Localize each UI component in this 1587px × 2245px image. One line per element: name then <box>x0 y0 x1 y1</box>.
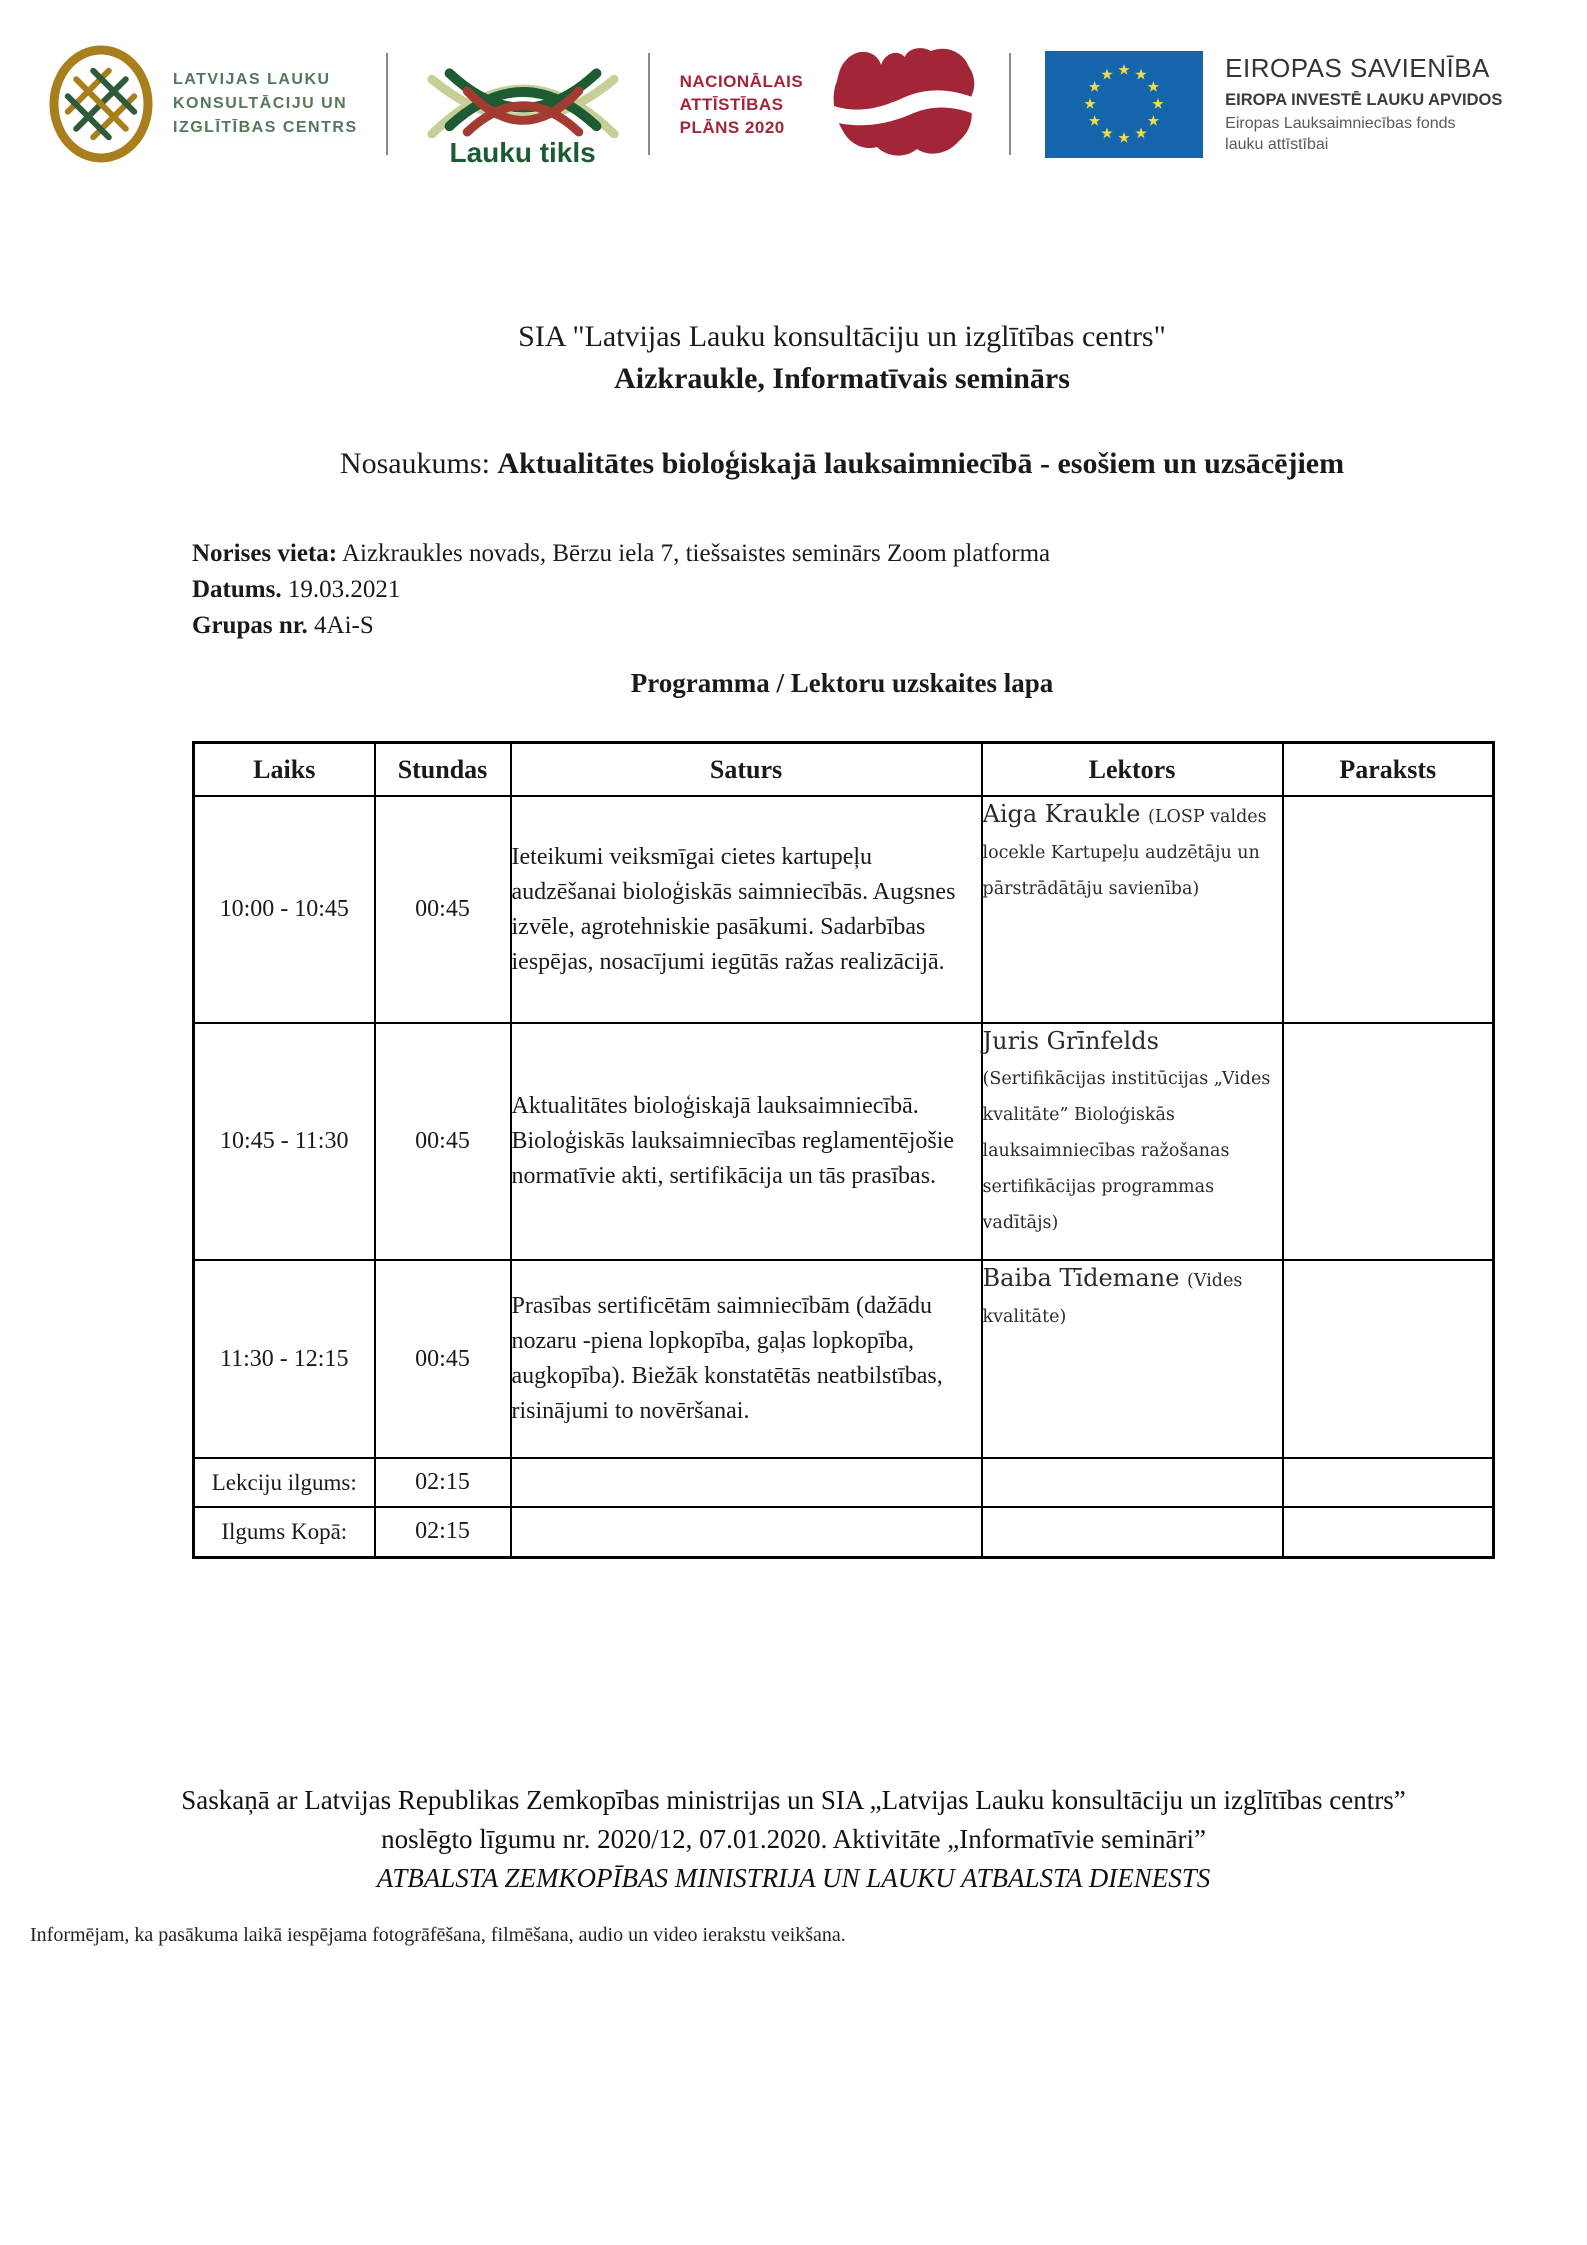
lauku-tikls-label: Lauku tikls <box>449 136 596 168</box>
llkc-text-line3: IZGLĪTĪBAS CENTRS <box>173 119 358 136</box>
col-header-lektors: Lektors <box>982 743 1283 797</box>
header-divider-2 <box>648 53 650 155</box>
footer-agreement <box>0 1781 1587 1898</box>
date-line <box>192 572 1492 608</box>
latvia-map-icon <box>819 43 979 165</box>
header-divider-3 <box>1009 53 1011 155</box>
lecturer-name: Baiba Tīdemane <box>982 1264 1188 1292</box>
summary-value: 02:15 <box>375 1507 511 1557</box>
recording-notice: Informējam, ka pasākuma laikā iespējama fotogrāfēšana, filmēšana, audio un video ierakstu veikšana. <box>30 1923 846 1946</box>
col-header-paraksts: Paraksts <box>1283 743 1494 797</box>
title-line2: Aizkraukle, Informatīvais seminārs <box>614 362 1070 395</box>
title-line1: SIA "Latvijas Lauku konsultāciju un izglītības centrs" <box>518 320 1166 353</box>
cell-lektors <box>982 1260 1283 1458</box>
header-divider-1 <box>386 53 388 155</box>
empty-cell <box>1283 1458 1494 1507</box>
group-value: 4Ai-S <box>307 612 374 639</box>
programme-table <box>192 741 1495 1559</box>
col-header-stundas: Stundas <box>375 743 511 797</box>
date-value: 19.03.2021 <box>281 576 401 603</box>
eu-logo-text <box>1225 53 1502 155</box>
llkc-logo-text <box>173 68 358 140</box>
table-row <box>194 1023 1494 1260</box>
llkc-logo <box>45 43 358 165</box>
empty-cell <box>511 1458 982 1507</box>
cell-stundas: 00:45 <box>375 796 511 1023</box>
empty-cell <box>982 1507 1283 1557</box>
cell-saturs: Aktualitātes bioloģiskajā lauksaimniecībā. Bioloģiskās lauksaimniecības reglamentējošie normatīvie akti, sertifikācija un tās prasības. <box>511 1023 982 1260</box>
cell-stundas: 00:45 <box>375 1260 511 1458</box>
eu-title: EIROPAS SAVIENĪBA <box>1225 53 1490 83</box>
lecturer-desc: (Sertifikācijas institūcijas „Vides kvalitāte” Bioloģiskās lauksaimniecības ražošanas sertifikācijas programmas vadītājs) <box>982 1069 1271 1233</box>
col-header-saturs: Saturs <box>511 743 982 797</box>
empty-cell <box>511 1507 982 1557</box>
cell-saturs: Prasības sertificētām saimniecībām (dažādu nozaru -piena lopkopība, gaļas lopkopība, augkopība). Biežāk konstatētās neatbilstības, risinājumi to novēršanai. <box>511 1260 982 1458</box>
seminar-name <box>282 442 1402 486</box>
footer-line2: noslēgto līgumu nr. 2020/12, 07.01.2020. Aktivitāte „Informatīvie semināri” <box>381 1823 1206 1854</box>
lecturer-name: Aiga Kraukle <box>982 800 1149 828</box>
llkc-emblem-icon <box>45 43 157 165</box>
cell-stundas: 00:45 <box>375 1023 511 1260</box>
nap2020-logo-text <box>680 70 804 139</box>
lecturer-desc: (LOSP valdes locekle Kartupeļu audzētāju un pārstrādātāju savienība) <box>982 807 1267 899</box>
document-title <box>192 316 1492 400</box>
header-logo-strip <box>0 0 1587 168</box>
empty-cell <box>1283 1507 1494 1557</box>
summary-label: Lekciju ilgums: <box>194 1458 375 1507</box>
venue-value: Aizkraukles novads, Bērzu iela 7, tiešsaistes seminārs Zoom platforma <box>337 540 1051 567</box>
summary-label: Ilgums Kopā: <box>194 1507 375 1557</box>
eu-fund-line1: Eiropas Lauksaimniecības fonds <box>1225 115 1456 132</box>
summary-row-lectures <box>194 1458 1494 1507</box>
summary-value: 02:15 <box>375 1458 511 1507</box>
venue-label: Norises vieta: <box>192 540 338 567</box>
cell-lektors <box>982 796 1283 1023</box>
document-content <box>192 316 1492 1559</box>
group-line <box>192 608 1492 644</box>
footer-line1: Saskaņā ar Latvijas Republikas Zemkopības ministrijas un SIA „Latvijas Lauku konsultāciju un izglītības centrs” <box>181 1784 1406 1815</box>
table-row <box>194 1260 1494 1458</box>
cell-laiks: 10:00 - 10:45 <box>194 796 375 1023</box>
eu-subtitle: EIROPA INVESTĒ LAUKU APVIDOS <box>1225 91 1503 109</box>
cell-lektors <box>982 1023 1283 1260</box>
venue-line <box>192 536 1492 572</box>
eu-fund-line2: lauku attīstībai <box>1225 136 1329 153</box>
cell-laiks: 10:45 - 11:30 <box>194 1023 375 1260</box>
lauku-tikls-logo <box>418 40 628 169</box>
table-row <box>194 796 1494 1023</box>
nap-text-line3: PLĀNS 2020 <box>679 117 785 137</box>
seminar-details <box>192 536 1492 644</box>
footer-line3: ATBALSTA ZEMKOPĪBAS MINISTRIJA UN LAUKU ATBALSTA DIENESTS <box>376 1862 1211 1893</box>
cell-paraksts <box>1283 1023 1494 1260</box>
llkc-text-line2: KONSULTĀCIJU UN <box>173 95 348 112</box>
lauku-tikls-icon <box>418 40 628 138</box>
table-header-row <box>194 743 1494 797</box>
summary-row-total <box>194 1507 1494 1557</box>
cell-laiks: 11:30 - 12:15 <box>194 1260 375 1458</box>
eu-flag-icon <box>1045 51 1203 158</box>
programme-heading: Programma / Lektoru uzskaites lapa <box>630 668 1054 698</box>
cell-paraksts <box>1283 1260 1494 1458</box>
date-label: Datums. <box>192 576 282 603</box>
lecturer-desc: (Vides kvalitāte) <box>982 1271 1243 1327</box>
nap-text-line1: NACIONĀLAIS <box>679 71 804 91</box>
empty-cell <box>982 1458 1283 1507</box>
cell-paraksts <box>1283 796 1494 1023</box>
cell-saturs: Ieteikumi veiksmīgai cietes kartupeļu audzēšanai bioloģiskās saimniecībās. Augsnes izvēle, agrotehniskie pasākumi. Sadarbības iespējas, nosacījumi iegūtās ražas realizācijā. <box>511 796 982 1023</box>
col-header-laiks: Laiks <box>194 743 375 797</box>
lecturer-name: Juris Grīnfelds <box>982 1027 1159 1055</box>
seminar-name-label: Nosaukums: <box>339 447 498 480</box>
llkc-text-line1: LATVIJAS LAUKU <box>173 71 331 88</box>
seminar-name-text: Aktualitātes bioloģiskajā lauksaimniecībā - esošiem un uzsācējiem <box>497 447 1345 480</box>
group-label: Grupas nr. <box>192 612 308 639</box>
nap-text-line2: ATTĪSTĪBAS <box>679 94 784 114</box>
